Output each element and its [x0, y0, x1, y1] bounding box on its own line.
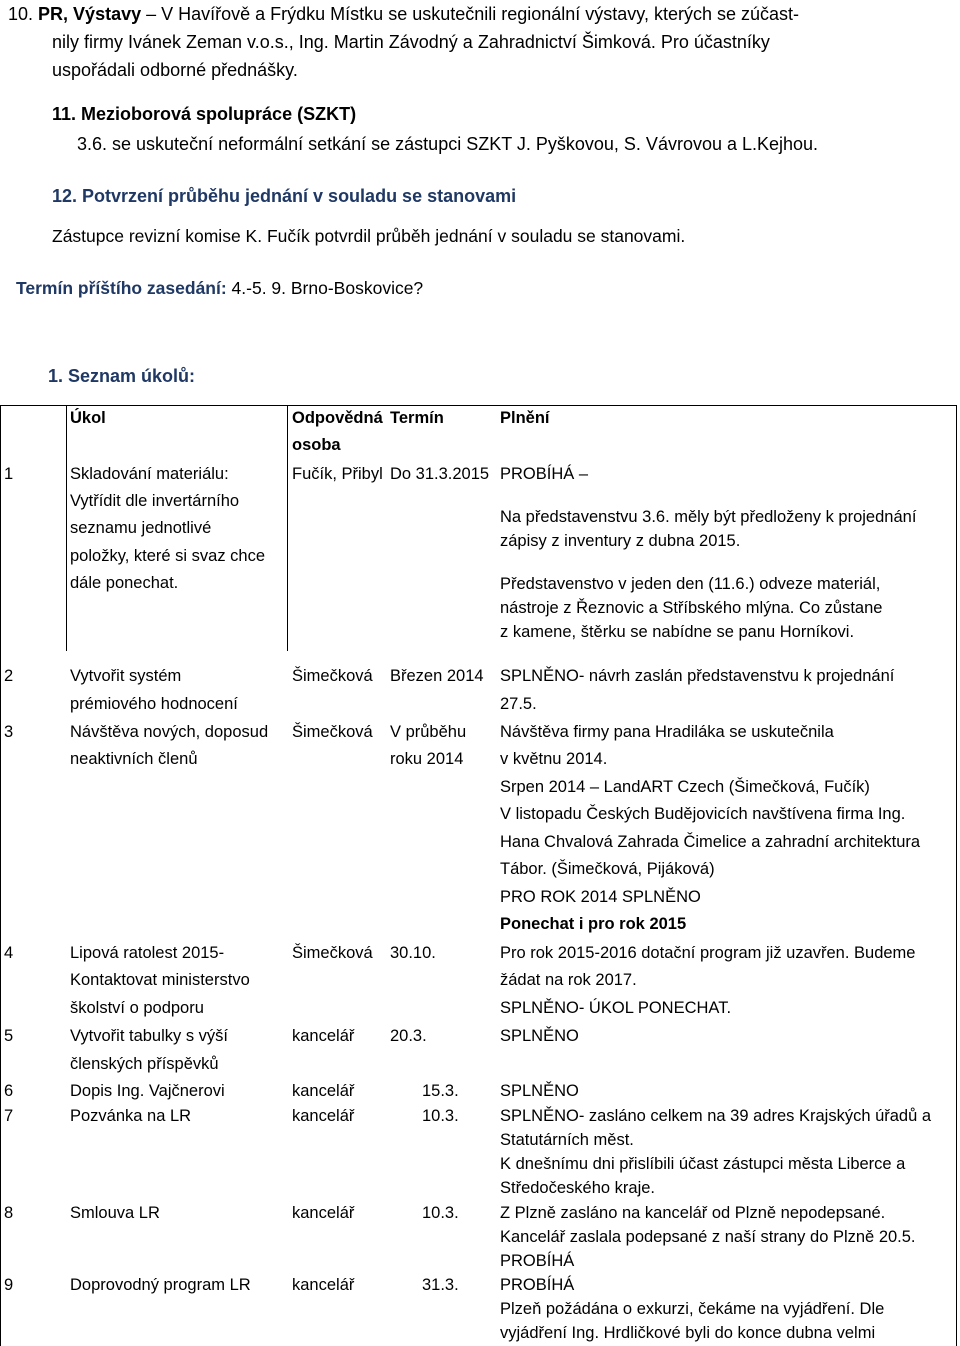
deadline-cell: 31.3.: [422, 1276, 459, 1294]
header-owner-2: osoba: [292, 436, 341, 454]
deadline-cell: Do 31.3.2015: [390, 465, 490, 483]
status-cell: Z Plzně zasláno na kancelář od Plzně nepodepsané.: [500, 1204, 886, 1222]
deadline-cell: 20.3.: [390, 1027, 427, 1045]
task-cell: Vytvořit tabulky s výší: [70, 1027, 229, 1045]
status-cell: K dnešnímu dni přislíbili účast zástupci města Liberce a: [500, 1155, 906, 1173]
task-cell: Smlouva LR: [70, 1204, 160, 1222]
status-cell-bold: Ponechat i pro rok 2015: [500, 915, 687, 933]
deadline-cell: 30.10.: [390, 944, 436, 962]
item-12-text: Zástupce revizní komise K. Fučík potvrdil průběh jednání v souladu se stanovami.: [52, 226, 686, 246]
next-meeting: [16, 278, 423, 299]
status-cell: V listopadu Českých Budějovicích navštívena firma Ing.: [500, 805, 906, 823]
owner-cell: kancelář: [292, 1276, 355, 1294]
row-number: 3: [4, 723, 14, 741]
row-number: 8: [4, 1204, 14, 1222]
row-number: 7: [4, 1107, 14, 1125]
item-10-title: PR, Výstavy: [38, 4, 142, 24]
task-cell: Doprovodný program LR: [70, 1276, 251, 1294]
owner-cell: Fučík, Přibyl: [292, 465, 383, 483]
next-meeting-value: 4.-5. 9. Brno-Boskovice?: [226, 278, 424, 298]
status-cell: vyjádření Ing. Hrdličkové byli do konce dubna velmi: [500, 1324, 876, 1342]
owner-cell: kancelář: [292, 1082, 355, 1100]
owner-cell: kancelář: [292, 1204, 355, 1222]
status-cell: PROBÍHÁ: [500, 1252, 575, 1270]
header-deadline: Termín: [390, 409, 444, 427]
row-number: 5: [4, 1027, 14, 1045]
item-10-line-2: nily firmy Ivánek Zeman v.o.s., Ing. Martin Závodný a Zahradnictví Šimková. Pro účastníky: [52, 32, 770, 52]
deadline-cell: Březen 2014: [390, 667, 484, 685]
item-12-heading: 12. Potvrzení průběhu jednání v souladu se stanovami: [52, 186, 517, 206]
task-cell: Návštěva nových, doposud: [70, 723, 269, 741]
row-number: 1: [4, 465, 14, 483]
task-cell: členských příspěvků: [70, 1055, 219, 1073]
task-cell: prémiového hodnocení: [70, 695, 238, 713]
owner-cell: Šimečková: [292, 944, 373, 962]
header-status: Plnění: [500, 409, 550, 427]
status-cell: SPLNĚNO- zasláno celkem na 39 adres Krajských úřadů a: [500, 1107, 932, 1125]
status-cell: Srpen 2014 – LandART Czech (Šimečková, Fučík): [500, 778, 870, 796]
task-cell: seznamu jednotlivé: [70, 519, 212, 537]
row-number: 6: [4, 1082, 14, 1100]
row-number: 4: [4, 944, 14, 962]
header-owner: Odpovědná: [292, 409, 383, 427]
status-cell: SPLNĚNO: [500, 1027, 579, 1045]
row-number: 2: [4, 667, 14, 685]
task-cell: školství o podporu: [70, 999, 204, 1017]
owner-cell: Šimečková: [292, 667, 373, 685]
status-cell: SPLNĚNO- ÚKOL PONECHAT.: [500, 999, 732, 1017]
status-cell: Pro rok 2015-2016 dotační program již uzavřen. Budeme: [500, 944, 916, 962]
task-cell: Skladování materiálu:: [70, 465, 229, 483]
task-cell: Dopis Ing. Vajčnerovi: [70, 1082, 225, 1100]
task-cell: dále ponechat.: [70, 574, 179, 592]
status-cell: Plzeň požádána o exkurzi, čekáme na vyjádření. Dle: [500, 1300, 885, 1318]
item-10-line-3: uspořádali odborné přednášky.: [52, 60, 298, 80]
status-cell: Na představenstvu 3.6. měly být předloženy k projednání: [500, 508, 917, 526]
item-11-text: 3.6. se uskuteční neformální setkání se zástupci SZKT J. Pyškovou, S. Vávrovou a L.Kejhou.: [77, 134, 819, 154]
deadline-cell: roku 2014: [390, 750, 464, 768]
status-cell: Tábor. (Šimečková, Pijáková): [500, 860, 715, 878]
status-cell: 27.5.: [500, 695, 537, 713]
deadline-cell: V průběhu: [390, 723, 467, 741]
owner-cell: Šimečková: [292, 723, 373, 741]
task-cell: Lipová ratolest 2015-: [70, 944, 225, 962]
task-cell: Kontaktovat ministerstvo: [70, 971, 250, 989]
column-divider: [287, 406, 288, 651]
owner-cell: kancelář: [292, 1107, 355, 1125]
status-cell: žádat na rok 2017.: [500, 971, 637, 989]
task-cell: Pozvánka na LR: [70, 1107, 192, 1125]
status-cell: Středočeského kraje.: [500, 1179, 656, 1197]
status-cell: z kamene, štěrku se nabídne se panu Horníkovi.: [500, 623, 855, 641]
column-divider: [66, 406, 67, 651]
header-task: Úkol: [70, 409, 106, 427]
status-cell: Statutárních měst.: [500, 1131, 634, 1149]
status-cell: SPLNĚNO: [500, 1082, 579, 1100]
status-cell: PRO ROK 2014 SPLNĚNO: [500, 888, 701, 906]
deadline-cell: 15.3.: [422, 1082, 459, 1100]
status-cell: PROBÍHÁ: [500, 1276, 575, 1294]
status-cell: v květnu 2014.: [500, 750, 608, 768]
item-11-heading: 11. Mezioborová spolupráce (SZKT): [52, 104, 357, 124]
task-cell: Vytvořit systém: [70, 667, 182, 685]
item-10-line-1: [8, 4, 799, 25]
status-cell: PROBÍHÁ –: [500, 465, 589, 483]
task-cell: položky, které si svaz chce: [70, 547, 266, 565]
status-cell: Návštěva firmy pana Hradiláka se uskutečnila: [500, 723, 834, 741]
task-cell: neaktivních členů: [70, 750, 198, 768]
status-cell: Kancelář zaslala podepsané z naší strany do Plzně 20.5.: [500, 1228, 916, 1246]
row-number: 9: [4, 1276, 14, 1294]
tasks-heading: 1. Seznam úkolů:: [48, 366, 196, 386]
deadline-cell: 10.3.: [422, 1204, 459, 1222]
status-cell: zápisy z inventury z dubna 2015.: [500, 532, 741, 550]
status-cell: SPLNĚNO- návrh zaslán představenstvu k projednání: [500, 667, 895, 685]
status-cell: Hana Chvalová Zahrada Čimelice a zahradní architektura: [500, 833, 921, 851]
item-10-text: – V Havířově a Frýdku Místku se uskutečnili regionální výstavy, kterých se zúčast-: [141, 4, 800, 24]
owner-cell: kancelář: [292, 1027, 355, 1045]
item-number: 10.: [8, 4, 34, 24]
deadline-cell: 10.3.: [422, 1107, 459, 1125]
next-meeting-label: Termín příštího zasedání:: [16, 278, 227, 298]
task-cell: Vytřídit dle invertárního: [70, 492, 240, 510]
status-cell: nástroje z Řeznovic a Stříbského mlýna. Co zůstane: [500, 599, 883, 617]
status-cell: Představenstvo v jeden den (11.6.) odveze materiál,: [500, 575, 881, 593]
